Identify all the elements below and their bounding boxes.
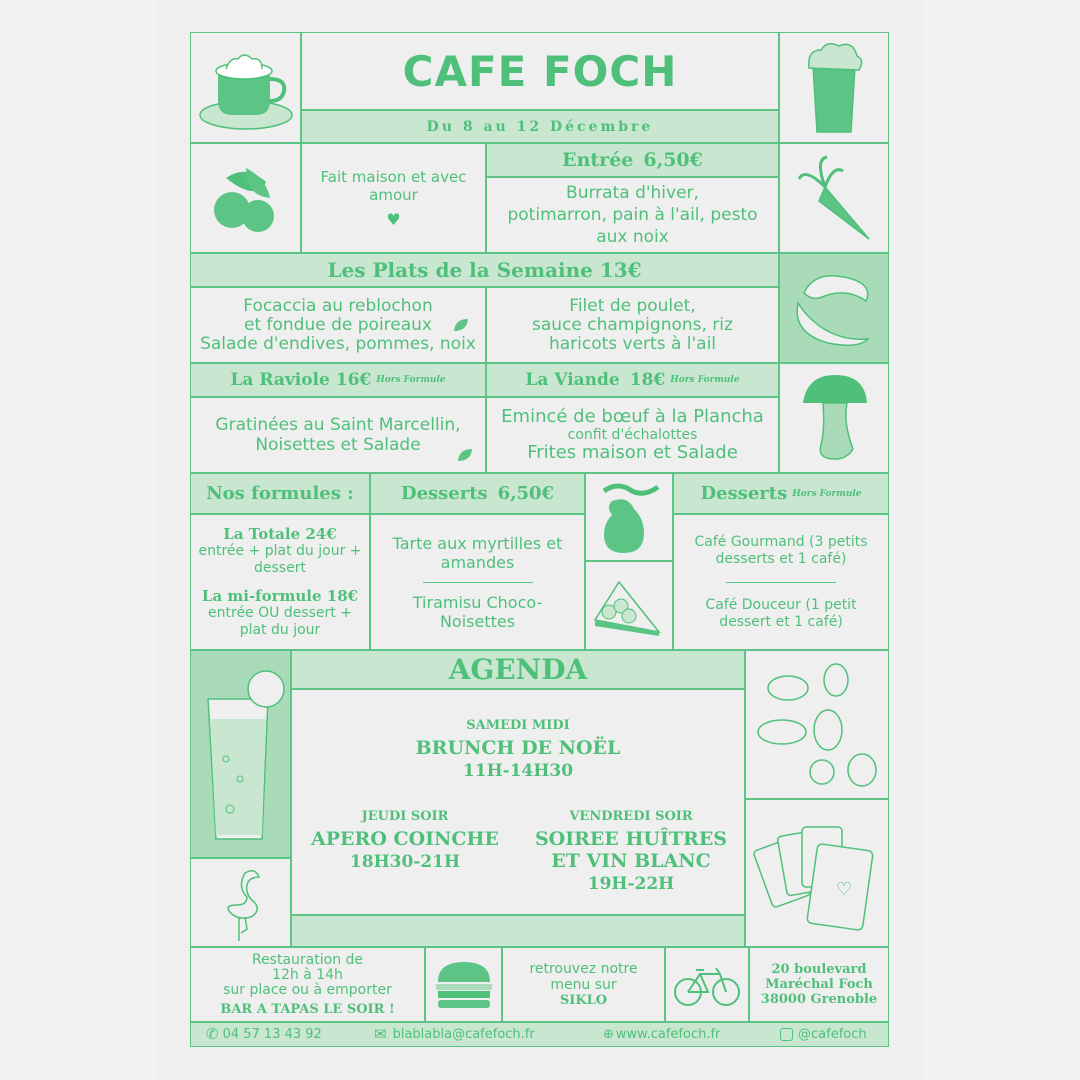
desserts-hf-header (673, 473, 889, 514)
tart-cell (585, 561, 673, 650)
resto-line-1: Restauration de (251, 951, 364, 968)
entree-line-1: Burrata d'hiver, (566, 183, 699, 203)
plat-left-line-1: Focaccia au reblochon (243, 295, 433, 316)
oysters-icon (752, 660, 882, 790)
mail-icon: ✉ (374, 1025, 387, 1043)
event-1-day: SAMEDI MIDI (466, 718, 570, 733)
mushroom-icon (799, 373, 869, 463)
siklo-cell (502, 947, 665, 1022)
entree-header (486, 143, 779, 177)
resto-line-3: sur place ou à emporter (223, 981, 392, 998)
dessert-hf-item-2: Café Douceur (1 petit dessert et 1 café) (705, 596, 857, 630)
dessert-item-2: Tiramisu Choco-Noisettes (412, 592, 543, 631)
entree-price: 6,50€ (643, 149, 703, 171)
formules-title: Nos formules : (206, 483, 354, 504)
mi-formule-title: La mi-formule 18€ (201, 587, 359, 605)
agenda-header (291, 650, 745, 689)
footer-instagram[interactable] (780, 1022, 867, 1046)
siklo-line-2: menu sur (550, 977, 617, 993)
pear-icon (594, 477, 664, 557)
viande-cell (486, 397, 779, 473)
mi-formule-desc: entrée OU dessert + plat du jour (208, 605, 352, 638)
email-address: blablabla@cafefoch.fr (392, 1026, 535, 1042)
event-2-time: 18H30-21H (349, 852, 461, 872)
plat-left-line-3: Salade d'endives, pommes, noix (200, 333, 476, 354)
website: www.cafefoch.fr (615, 1026, 721, 1042)
viande-title: La Viande (525, 370, 620, 390)
event-1-name: BRUNCH DE NOËL (415, 737, 621, 759)
coffee-cup-cell (190, 32, 301, 143)
divider (726, 582, 836, 583)
instagram-handle: @cafefoch (798, 1026, 867, 1042)
totale-desc: entrée + plat du jour + dessert (198, 543, 362, 576)
hazelnut-cell (190, 143, 301, 253)
heart-icon: ♥ (386, 209, 401, 229)
dates-text: Du 8 au 12 Décembre (426, 118, 654, 135)
formules-header (190, 473, 370, 514)
sausage-cell (779, 253, 889, 363)
playing-cards-icon (752, 813, 882, 933)
instagram-icon (780, 1028, 793, 1041)
desserts-title: Desserts (400, 483, 488, 504)
carrot-icon (789, 153, 879, 243)
oysters-cell (745, 650, 889, 799)
burger-icon (434, 960, 494, 1010)
mushroom-cell (779, 363, 889, 473)
agenda-cell (291, 689, 745, 915)
footer-web[interactable] (603, 1022, 720, 1046)
carrot-cell (779, 143, 889, 253)
event-1-time: 11H-14H30 (462, 761, 574, 781)
viande-note: Hors Formule (670, 375, 740, 385)
raviole-line-1: Gratinées au Saint Marcellin, (215, 415, 461, 435)
beer-glass-icon (799, 38, 869, 138)
raviole-line-2: Noisettes et Salade (255, 435, 421, 455)
event-3-name-1: SOIREE HUÎTRES (534, 828, 728, 850)
entree-line-2: potimarron, pain à l'ail, pesto (507, 205, 758, 225)
event-2-day: JEUDI SOIR (361, 809, 449, 824)
resto-line-4: BAR A TAPAS LE SOIR ! (220, 1001, 395, 1017)
flamingo-cell (190, 858, 291, 947)
plat-left-cell (190, 287, 486, 363)
plat-right-line-1: Filet de poulet, (569, 295, 696, 316)
event-3-day: VENDREDI SOIR (569, 809, 693, 824)
raviole-title: La Raviole 16€ (230, 370, 372, 390)
dates-cell (301, 110, 779, 143)
tart-icon (589, 576, 669, 636)
svg-text:♡: ♡ (836, 879, 853, 900)
viande-line-1: Emincé de bœuf à la Plancha (501, 406, 764, 427)
viande-header (486, 363, 779, 397)
plat-right-cell (486, 287, 779, 363)
footer-email[interactable] (374, 1022, 535, 1046)
pear-cell (585, 473, 673, 561)
intro-text: Fait maison et avec amour (320, 167, 467, 204)
raviole-header (190, 363, 486, 397)
leaf-icon (453, 318, 469, 332)
leaf-icon (457, 448, 473, 462)
formules-cell (190, 514, 370, 650)
event-3 (518, 809, 744, 894)
dessert-item-1: Tarte aux myrtilles et amandes (392, 533, 563, 572)
agenda-footer-band (291, 915, 745, 947)
dessert-hf-item-1: Café Gourmand (3 petits desserts et 1 café) (694, 533, 868, 567)
sausage-icon (784, 263, 884, 353)
restauration-cell (190, 947, 425, 1022)
phone-number: 04 57 13 43 92 (222, 1026, 322, 1042)
address-line-2: Maréchal Foch (765, 977, 873, 992)
desserts-price: 6,50€ (497, 483, 555, 504)
address-cell (749, 947, 889, 1022)
title-cell (301, 32, 779, 110)
globe-icon: ⊕ (603, 1026, 614, 1042)
plat-right-line-3: haricots verts à l'ail (548, 333, 717, 354)
entree-title: Entrée (562, 149, 634, 171)
siklo-line-1: retrouvez notre (529, 961, 638, 977)
event-3-time: 19H-22H (587, 874, 675, 894)
footer-phone[interactable] (206, 1022, 322, 1046)
raviole-note: Hors Formule (376, 375, 446, 385)
drink-cell (190, 650, 291, 858)
beer-cell (779, 32, 889, 143)
plat-right-line-2: sauce champignons, riz (532, 314, 733, 335)
cafe-title: CAFE FOCH (402, 46, 678, 96)
desserts-header (370, 473, 585, 514)
event-2-name: APERO COINCHE (311, 828, 499, 850)
flamingo-icon (211, 863, 271, 943)
lemonade-glass-icon (196, 659, 286, 849)
divider (423, 582, 533, 583)
event-3-name-2: ET VIN BLANC (551, 850, 711, 872)
viande-line-3: Frites maison et Salade (527, 442, 738, 463)
agenda-title: AGENDA (448, 653, 588, 686)
hazelnut-icon (206, 158, 286, 238)
raviole-cell (190, 397, 486, 473)
desserts-hf-note: Hors Formule (792, 488, 862, 499)
event-2 (292, 809, 518, 894)
resto-line-2: 12h à 14h (272, 966, 343, 983)
desserts-cell (370, 514, 585, 650)
desserts-hf-cell (673, 514, 889, 650)
plats-header (190, 253, 779, 287)
entree-cell (486, 177, 779, 253)
siklo-link[interactable]: SIKLO (559, 993, 608, 1008)
cards-cell (745, 799, 889, 947)
desserts-hf-title: Desserts (700, 483, 788, 504)
totale-title: La Totale 24€ (223, 525, 337, 543)
entree-line-3: aux noix (596, 227, 669, 247)
bicycle-icon (672, 962, 742, 1008)
address-line-1: 20 boulevard (771, 962, 867, 977)
phone-icon: ✆ (206, 1025, 219, 1043)
plat-left-line-2: et fondue de poireaux (243, 314, 432, 335)
address-line-3: 38000 Grenoble (760, 992, 878, 1007)
coffee-cup-icon (196, 43, 296, 133)
plats-title: Les Plats de la Semaine 13€ (327, 258, 642, 282)
bike-cell (665, 947, 749, 1022)
burger-cell (425, 947, 502, 1022)
intro-cell (301, 143, 486, 253)
viande-price: 18€ (629, 370, 666, 390)
viande-line-2: confit d'échalottes (567, 427, 698, 443)
